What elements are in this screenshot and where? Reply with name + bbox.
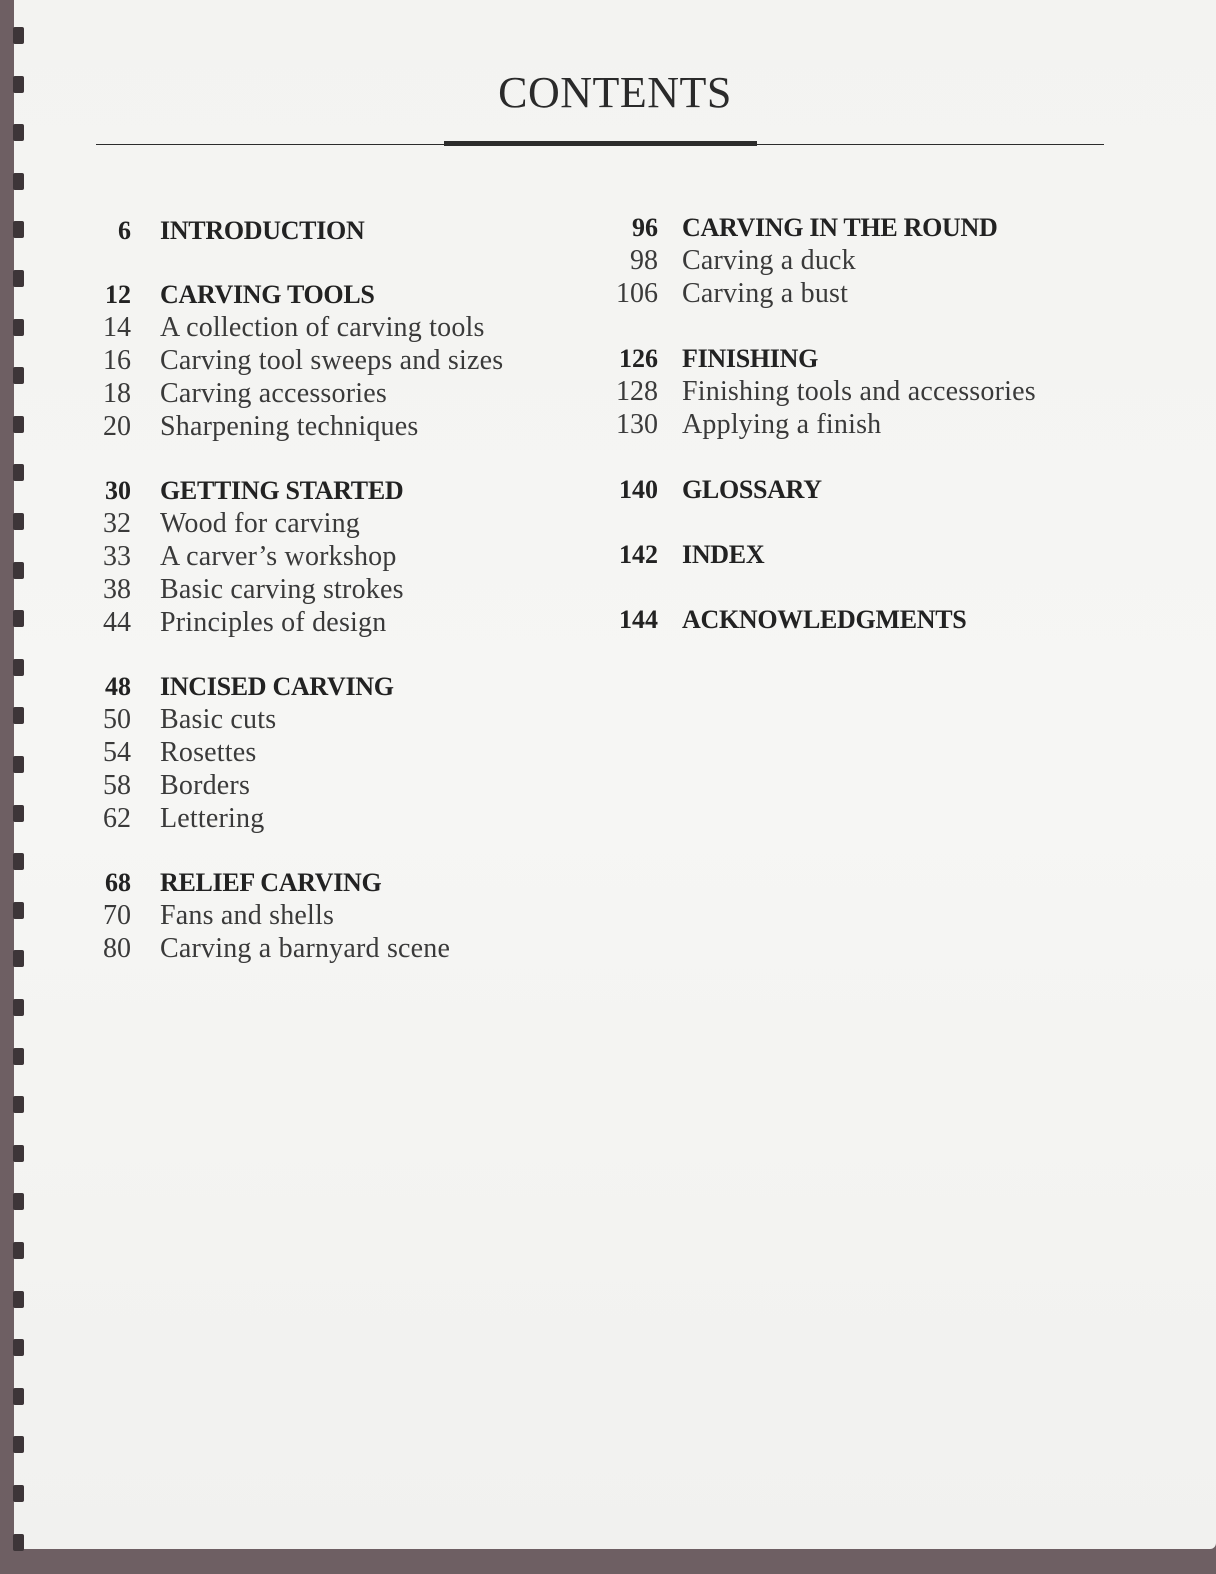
entry-title: Wood for carving: [160, 508, 360, 539]
binding-hole: [13, 999, 24, 1016]
toc-chapter-heading[interactable]: [70, 670, 590, 703]
chapter-title: CARVING IN THE ROUND: [682, 213, 998, 242]
binding-hole: [13, 707, 24, 724]
toc-entry[interactable]: [70, 703, 590, 736]
entry-title: Lettering: [160, 803, 265, 834]
entry-page-number: 16: [103, 345, 131, 376]
entry-page-number: 58: [103, 770, 131, 801]
toc-section: [70, 214, 590, 247]
chapter-title: GLOSSARY: [682, 475, 822, 504]
entry-title: Carving accessories: [160, 378, 387, 409]
toc-chapter-heading[interactable]: [70, 214, 590, 247]
binding-hole: [13, 805, 24, 822]
toc-section: [592, 342, 1112, 441]
binding-hole: [13, 27, 24, 44]
chapter-title: FINISHING: [682, 344, 818, 373]
binding-hole: [13, 367, 24, 384]
toc-entry[interactable]: [70, 344, 590, 377]
chapter-page-number: 142: [619, 540, 658, 569]
entry-title: Basic cuts: [160, 704, 277, 735]
toc-entry[interactable]: [592, 375, 1112, 408]
chapter-title: CARVING TOOLS: [160, 280, 375, 309]
chapter-page-number: 30: [105, 476, 131, 505]
chapter-title: GETTING STARTED: [160, 476, 404, 505]
entry-title: Rosettes: [160, 737, 257, 768]
toc-entry[interactable]: [70, 507, 590, 540]
binding-hole: [13, 1534, 24, 1551]
toc-entry[interactable]: [70, 540, 590, 573]
entry-page-number: 14: [103, 312, 131, 343]
entry-page-number: 128: [616, 376, 658, 407]
binding-hole: [13, 902, 24, 919]
toc-entry[interactable]: [70, 769, 590, 802]
entry-page-number: 70: [103, 900, 131, 931]
binding-hole: [13, 124, 24, 141]
binding-hole: [13, 513, 24, 530]
binding-hole: [13, 1193, 24, 1210]
toc-chapter-heading[interactable]: [592, 538, 1112, 571]
toc-column-right: [592, 211, 1112, 668]
chapter-page-number: 96: [632, 213, 658, 242]
page-title: CONTENTS: [498, 68, 732, 117]
toc-chapter-heading[interactable]: [70, 278, 590, 311]
toc-entry[interactable]: [70, 410, 590, 443]
entry-page-number: 33: [103, 541, 131, 572]
binding-hole: [13, 1291, 24, 1308]
toc-entry[interactable]: [70, 932, 590, 965]
toc-entry[interactable]: [70, 802, 590, 835]
binding-hole: [13, 950, 24, 967]
toc-entry[interactable]: [70, 573, 590, 606]
chapter-page-number: 6: [118, 216, 131, 245]
toc-section: [70, 278, 590, 443]
toc-section: [592, 603, 1112, 636]
toc-chapter-heading[interactable]: [592, 211, 1112, 244]
toc-entry[interactable]: [592, 244, 1112, 277]
chapter-title: INCISED CARVING: [160, 672, 394, 701]
entry-title: A carver’s workshop: [160, 541, 397, 572]
binding-hole: [13, 756, 24, 773]
toc-entry[interactable]: [592, 277, 1112, 310]
entry-page-number: 54: [103, 737, 131, 768]
toc-chapter-heading[interactable]: [70, 866, 590, 899]
chapter-title: INDEX: [682, 540, 765, 569]
entry-page-number: 32: [103, 508, 131, 539]
chapter-title: ACKNOWLEDGMENTS: [682, 605, 967, 634]
entry-title: Borders: [160, 770, 251, 801]
chapter-page-number: 48: [105, 672, 131, 701]
binding-hole: [13, 1096, 24, 1113]
entry-title: Carving tool sweeps and sizes: [160, 345, 504, 376]
toc-column-left: [70, 214, 590, 996]
chapter-page-number: 68: [105, 868, 131, 897]
entry-title: Principles of design: [160, 607, 387, 638]
entry-title: Carving a bust: [682, 278, 849, 309]
entry-title: Carving a barnyard scene: [160, 933, 451, 964]
binding-hole: [13, 853, 24, 870]
toc-entry[interactable]: [70, 736, 590, 769]
entry-page-number: 98: [630, 245, 658, 276]
entry-page-number: 50: [103, 704, 131, 735]
entry-title: Applying a finish: [682, 409, 882, 440]
toc-section: [70, 866, 590, 965]
entry-title: Fans and shells: [160, 900, 335, 931]
entry-page-number: 38: [103, 574, 131, 605]
entry-title: Carving a duck: [682, 245, 856, 276]
chapter-title: INTRODUCTION: [160, 216, 365, 245]
entry-page-number: 20: [103, 411, 131, 442]
binding-hole: [13, 1436, 24, 1453]
toc-chapter-heading[interactable]: [592, 473, 1112, 506]
binding-hole: [13, 319, 24, 336]
binding-hole: [13, 173, 24, 190]
chapter-title: RELIEF CARVING: [160, 868, 382, 897]
entry-page-number: 130: [616, 409, 658, 440]
chapter-page-number: 140: [619, 475, 658, 504]
toc-chapter-heading[interactable]: [70, 474, 590, 507]
entry-page-number: 62: [103, 803, 131, 834]
chapter-page-number: 12: [105, 280, 131, 309]
entry-title: Sharpening techniques: [160, 411, 419, 442]
binding-hole: [13, 464, 24, 481]
binding-hole: [13, 1048, 24, 1065]
toc-section: [592, 538, 1112, 571]
binding-hole: [13, 270, 24, 287]
toc-entry[interactable]: [70, 311, 590, 344]
toc-entry[interactable]: [592, 408, 1112, 441]
entry-page-number: 18: [103, 378, 131, 409]
entry-title: Basic carving strokes: [160, 574, 404, 605]
entry-title: A collection of carving tools: [160, 312, 485, 343]
binding-hole: [13, 416, 24, 433]
binding-hole: [13, 1388, 24, 1405]
toc-section: [70, 474, 590, 639]
binding-hole: [13, 76, 24, 93]
chapter-page-number: 144: [619, 605, 658, 634]
entry-title: Finishing tools and accessories: [682, 376, 1036, 407]
binding-hole: [13, 610, 24, 627]
toc-section: [592, 211, 1112, 310]
binding-hole: [13, 1339, 24, 1356]
entry-page-number: 80: [103, 933, 131, 964]
toc-section: [70, 670, 590, 835]
toc-entry[interactable]: [70, 606, 590, 639]
title-rule-accent: [444, 141, 757, 146]
toc-entry[interactable]: [70, 899, 590, 932]
binding-hole: [13, 659, 24, 676]
toc-chapter-heading[interactable]: [592, 342, 1112, 375]
entry-page-number: 44: [103, 607, 131, 638]
binding-hole: [13, 562, 24, 579]
chapter-page-number: 126: [619, 344, 658, 373]
binding-hole: [13, 1242, 24, 1259]
toc-entry[interactable]: [70, 377, 590, 410]
binding-hole: [13, 1145, 24, 1162]
binding-hole: [13, 221, 24, 238]
toc-chapter-heading[interactable]: [592, 603, 1112, 636]
entry-page-number: 106: [616, 278, 658, 309]
toc-section: [592, 473, 1112, 506]
contents-page: [14, 0, 1216, 1549]
binding-hole: [13, 1485, 24, 1502]
